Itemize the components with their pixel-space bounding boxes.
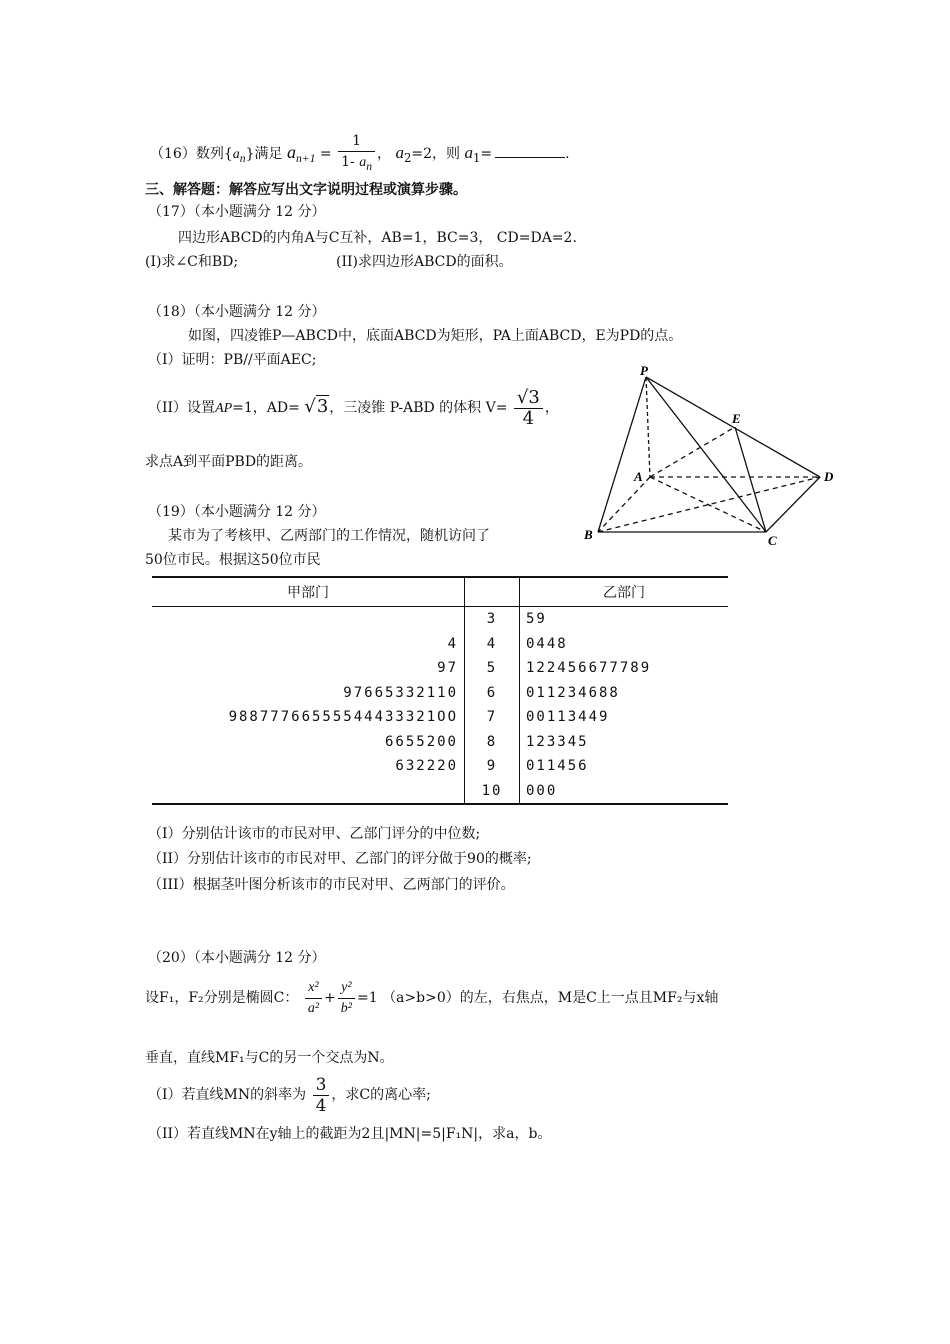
leaf-a: 6655200 xyxy=(384,733,458,750)
q20-eq1: =1 xyxy=(356,990,378,1006)
q18-body: 如图，四凌锥P—ABCD中，底面ABCD为矩形，PA上面ABCD，E为PD的点。 xyxy=(188,328,683,344)
q20-b2: b² xyxy=(340,1000,352,1016)
q20-plus: + xyxy=(324,990,336,1006)
q18-p2-mid: =1，AD= xyxy=(232,400,300,416)
table-row xyxy=(152,730,728,755)
q20-head: （20）（本小题满分 12 分） xyxy=(148,950,326,966)
leaf-b: 122456677789 xyxy=(526,660,652,677)
q19-body1: 某市为了考核甲、乙两部门的工作情况，随机访问了 xyxy=(168,528,490,544)
edge-pb-inner xyxy=(646,377,650,477)
q19-part1: （I）分别估计该市的市民对甲、乙部门评分的中位数; xyxy=(148,826,481,842)
q20-part1 xyxy=(148,1072,431,1118)
leaf-a xyxy=(152,779,465,805)
label-b: B xyxy=(584,527,593,542)
stem: 8 xyxy=(465,730,520,755)
q20-l1-pre: 设F₁，F₂分别是椭圆C： xyxy=(145,990,299,1006)
q18-p2-pre: （II）设置 xyxy=(148,400,216,416)
edge-pc xyxy=(646,377,766,532)
stem: 9 xyxy=(465,754,520,779)
q18-sqrt-ad: √3 xyxy=(304,396,329,417)
edge-pd xyxy=(646,377,820,477)
table-row xyxy=(152,705,728,730)
q16-mid: }满足 xyxy=(245,146,283,162)
section-title: 三、解答题：解答应写出文字说明过程或演算步骤。 xyxy=(145,182,467,198)
q20-line1 xyxy=(145,976,718,1020)
header-dept-b: 乙部门 xyxy=(520,577,729,607)
q20-y2: y² xyxy=(338,978,355,999)
q18-volume-fraction xyxy=(514,388,543,429)
q16-den-sub: n xyxy=(366,159,373,173)
stem-leaf-header xyxy=(152,577,728,607)
q18-p2-end: ， xyxy=(544,400,559,416)
table-row xyxy=(152,607,728,632)
q20-slope-num: 3 xyxy=(313,1075,330,1096)
pyramid-figure xyxy=(580,365,840,550)
stem-leaf-table xyxy=(152,576,728,805)
q18-part3: 求点A到平面PBD的距离。 xyxy=(145,454,313,470)
q18-part1: （I）证明：PB//平面AEC; xyxy=(148,352,317,368)
leaf-b: 011234688 xyxy=(526,684,620,701)
q16-fraction xyxy=(338,131,375,177)
leaf-a: 97665332110 xyxy=(343,684,458,701)
q20-p1-post: ，求C的离心率; xyxy=(331,1087,431,1103)
q16-an-sub: n xyxy=(239,151,246,165)
q17-part2: (II)求四边形ABCD的面积。 xyxy=(336,254,513,270)
q16-eq: = xyxy=(315,146,332,162)
q16-a2-val: =2，则 xyxy=(411,146,461,162)
q20-x-fraction xyxy=(305,978,322,1019)
edge-pb xyxy=(598,377,646,532)
table-row xyxy=(152,754,728,779)
label-c: C xyxy=(768,533,777,548)
stem: 7 xyxy=(465,705,520,730)
q16-a1-eq: = xyxy=(480,146,493,162)
q16-lhs-sub: n+1 xyxy=(295,151,316,165)
header-dept-a: 甲部门 xyxy=(152,577,465,607)
stem: 4 xyxy=(465,632,520,657)
leaf-b: 0448 xyxy=(526,635,568,652)
q16-a2-sub: 2 xyxy=(403,150,412,165)
q16-frac-den xyxy=(338,152,375,177)
table-row xyxy=(152,779,728,805)
q20-y-fraction xyxy=(338,978,355,1019)
header-stem xyxy=(465,577,520,607)
q20-slope-den: 4 xyxy=(315,1095,327,1116)
stem: 6 xyxy=(465,681,520,706)
leaf-b: 011456 xyxy=(526,758,589,775)
q16-den-pre: 1- xyxy=(341,154,360,171)
q20-l1-post: （a>b>0）的左，右焦点，M是C上一点且MF₂与x轴 xyxy=(382,990,719,1006)
label-a: A xyxy=(634,469,643,484)
q16-a1: a xyxy=(464,143,473,162)
leaf-b: 00113449 xyxy=(526,709,610,726)
q18-vol-num-val: 3 xyxy=(528,386,540,408)
leaf-a: 97 xyxy=(437,660,458,677)
table-row xyxy=(152,681,728,706)
q17-body: 四边形ABCD的内角A与C互补，AB=1，BC=3， CD=DA=2. xyxy=(178,230,577,246)
q16-end: . xyxy=(565,146,570,162)
q20-part2: （II）若直线MN在y轴上的截距为2且|MN|=5|F₁N|，求a，b。 xyxy=(148,1126,552,1142)
label-e: E xyxy=(732,411,741,426)
leaf-b: 59 xyxy=(526,611,547,628)
edge-ac xyxy=(650,477,766,532)
q16-prefix: （16）数列{ xyxy=(150,146,233,162)
q16-answer-blank xyxy=(495,143,565,158)
label-p: P xyxy=(640,365,648,378)
q16-line xyxy=(150,128,570,183)
leaf-b: 000 xyxy=(520,779,729,805)
leaf-a: 632220 xyxy=(395,758,458,775)
q16-comma: ， xyxy=(377,146,392,162)
q20-a2: a² xyxy=(307,1000,320,1016)
q16-frac-num: 1 xyxy=(338,131,375,152)
q18-p2-ap: AP xyxy=(215,401,233,416)
q18-sqrt-ad-val: 3 xyxy=(316,396,329,417)
q18-vol-den: 4 xyxy=(522,407,535,429)
leaf-a: 98877766555544433321OO xyxy=(228,709,458,726)
q18-head: （18）（本小题满分 12 分） xyxy=(148,304,326,320)
q20-x2: x² xyxy=(305,978,322,999)
q16-an: a xyxy=(232,147,240,162)
edge-ae xyxy=(650,427,735,477)
stem: 10 xyxy=(465,779,520,805)
q19-head: （19）（本小题满分 12 分） xyxy=(148,504,326,520)
leaf-a: 4 xyxy=(447,635,458,652)
stem: 5 xyxy=(465,656,520,681)
q19-part3: （III）根据茎叶图分析该市的市民对甲、乙两部门的评价。 xyxy=(148,877,515,893)
q19-body2: 50位市民。根据这50位市民 xyxy=(145,552,321,568)
q20-slope-fraction xyxy=(313,1075,330,1116)
q16-a1-sub: 1 xyxy=(473,150,481,165)
label-d: D xyxy=(824,469,834,484)
q17-head: （17）（本小题满分 12 分） xyxy=(148,204,326,220)
table-row xyxy=(152,656,728,681)
edge-ab xyxy=(598,477,650,532)
q16-a2: a xyxy=(395,143,404,162)
leaf-b: 123345 xyxy=(526,733,589,750)
q17-part1: (I)求∠C和BD; xyxy=(145,254,239,270)
edge-cd xyxy=(766,477,820,532)
q20-p1-pre: （I）若直线MN的斜率为 xyxy=(148,1087,307,1103)
q19-part2: （II）分别估计该市的市民对甲、乙部门的评分做于90的概率; xyxy=(148,851,532,867)
stem: 3 xyxy=(465,607,520,632)
q16-lhs: a xyxy=(286,142,296,162)
q20-line2: 垂直，直线MF₁与C的另一个交点为N。 xyxy=(145,1050,394,1066)
q16-den-a: a xyxy=(359,155,367,171)
leaf-a xyxy=(152,607,465,632)
q18-p2-mid2: ，三凌锥 P-ABD 的体积 V= xyxy=(329,400,508,416)
q18-part2 xyxy=(148,386,559,430)
q18-vol-num: √3 xyxy=(514,388,543,409)
table-row xyxy=(152,632,728,657)
